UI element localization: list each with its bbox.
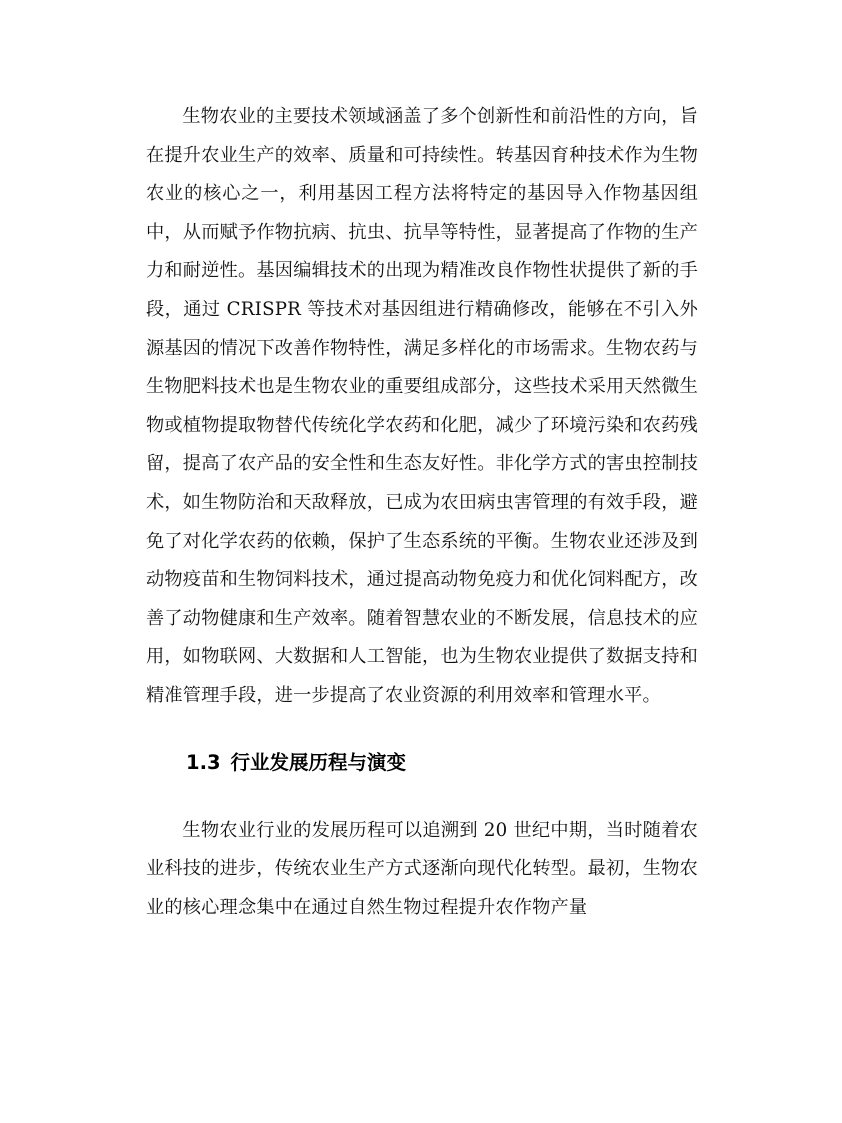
section-title: 行业发展历程与演变 xyxy=(230,750,407,774)
body-paragraph-technology-areas: 生物农业的主要技术领域涵盖了多个创新性和前沿性的方向，旨在提升农业生产的效率、质量和可持续性。转基因育种技术作为生物农业的核心之一，利用基因工程方法将特定的基因导入作物基因组中，从而赋予作物抗病、抗虫、抗旱等特性，显著提高了作物的生产力和耐逆性。基因编辑技术的出现为精准改良作物性状提供了新的手段，通过 CRISPR 等技术对基因组进行精确修改，能够在不引入外源基因的情况下改善作物特性，满足多样化的市场需求。生物农药与生物肥料技术也是生物农业的重要组成部分，这些技术采用天然微生物或植物提取物替代传统化学农药和化肥，减少了环境污染和农药残留，提高了农产品的安全性和生态友好性。非化学方式的害虫控制技术，如生物防治和天敌释放，已成为农田病虫害管理的有效手段，避免了对化学农药的依赖，保护了生态系统的平衡。生物农业还涉及到动物疫苗和生物饲料技术，通过提高动物免疫力和优化饲料配方，改善了动物健康和生产效率。随着智慧农业的不断发展，信息技术的应用，如物联网、大数据和人工智能，也为生物农业提供了数据支持和精准管理手段，进一步提高了农业资源的利用效率和管理水平。 xyxy=(146,106,698,706)
body-paragraph-development-history: 生物农业行业的发展历程可以追溯到 20 世纪中期，当时随着农业科技的进步，传统农业生产方式逐渐向现代化转型。最初，生物农业的核心理念集中在通过自然生物过程提升农作物产量 xyxy=(146,819,698,918)
document-page xyxy=(146,98,698,927)
section-number: 1.3 xyxy=(186,750,221,774)
section-heading xyxy=(146,748,698,778)
